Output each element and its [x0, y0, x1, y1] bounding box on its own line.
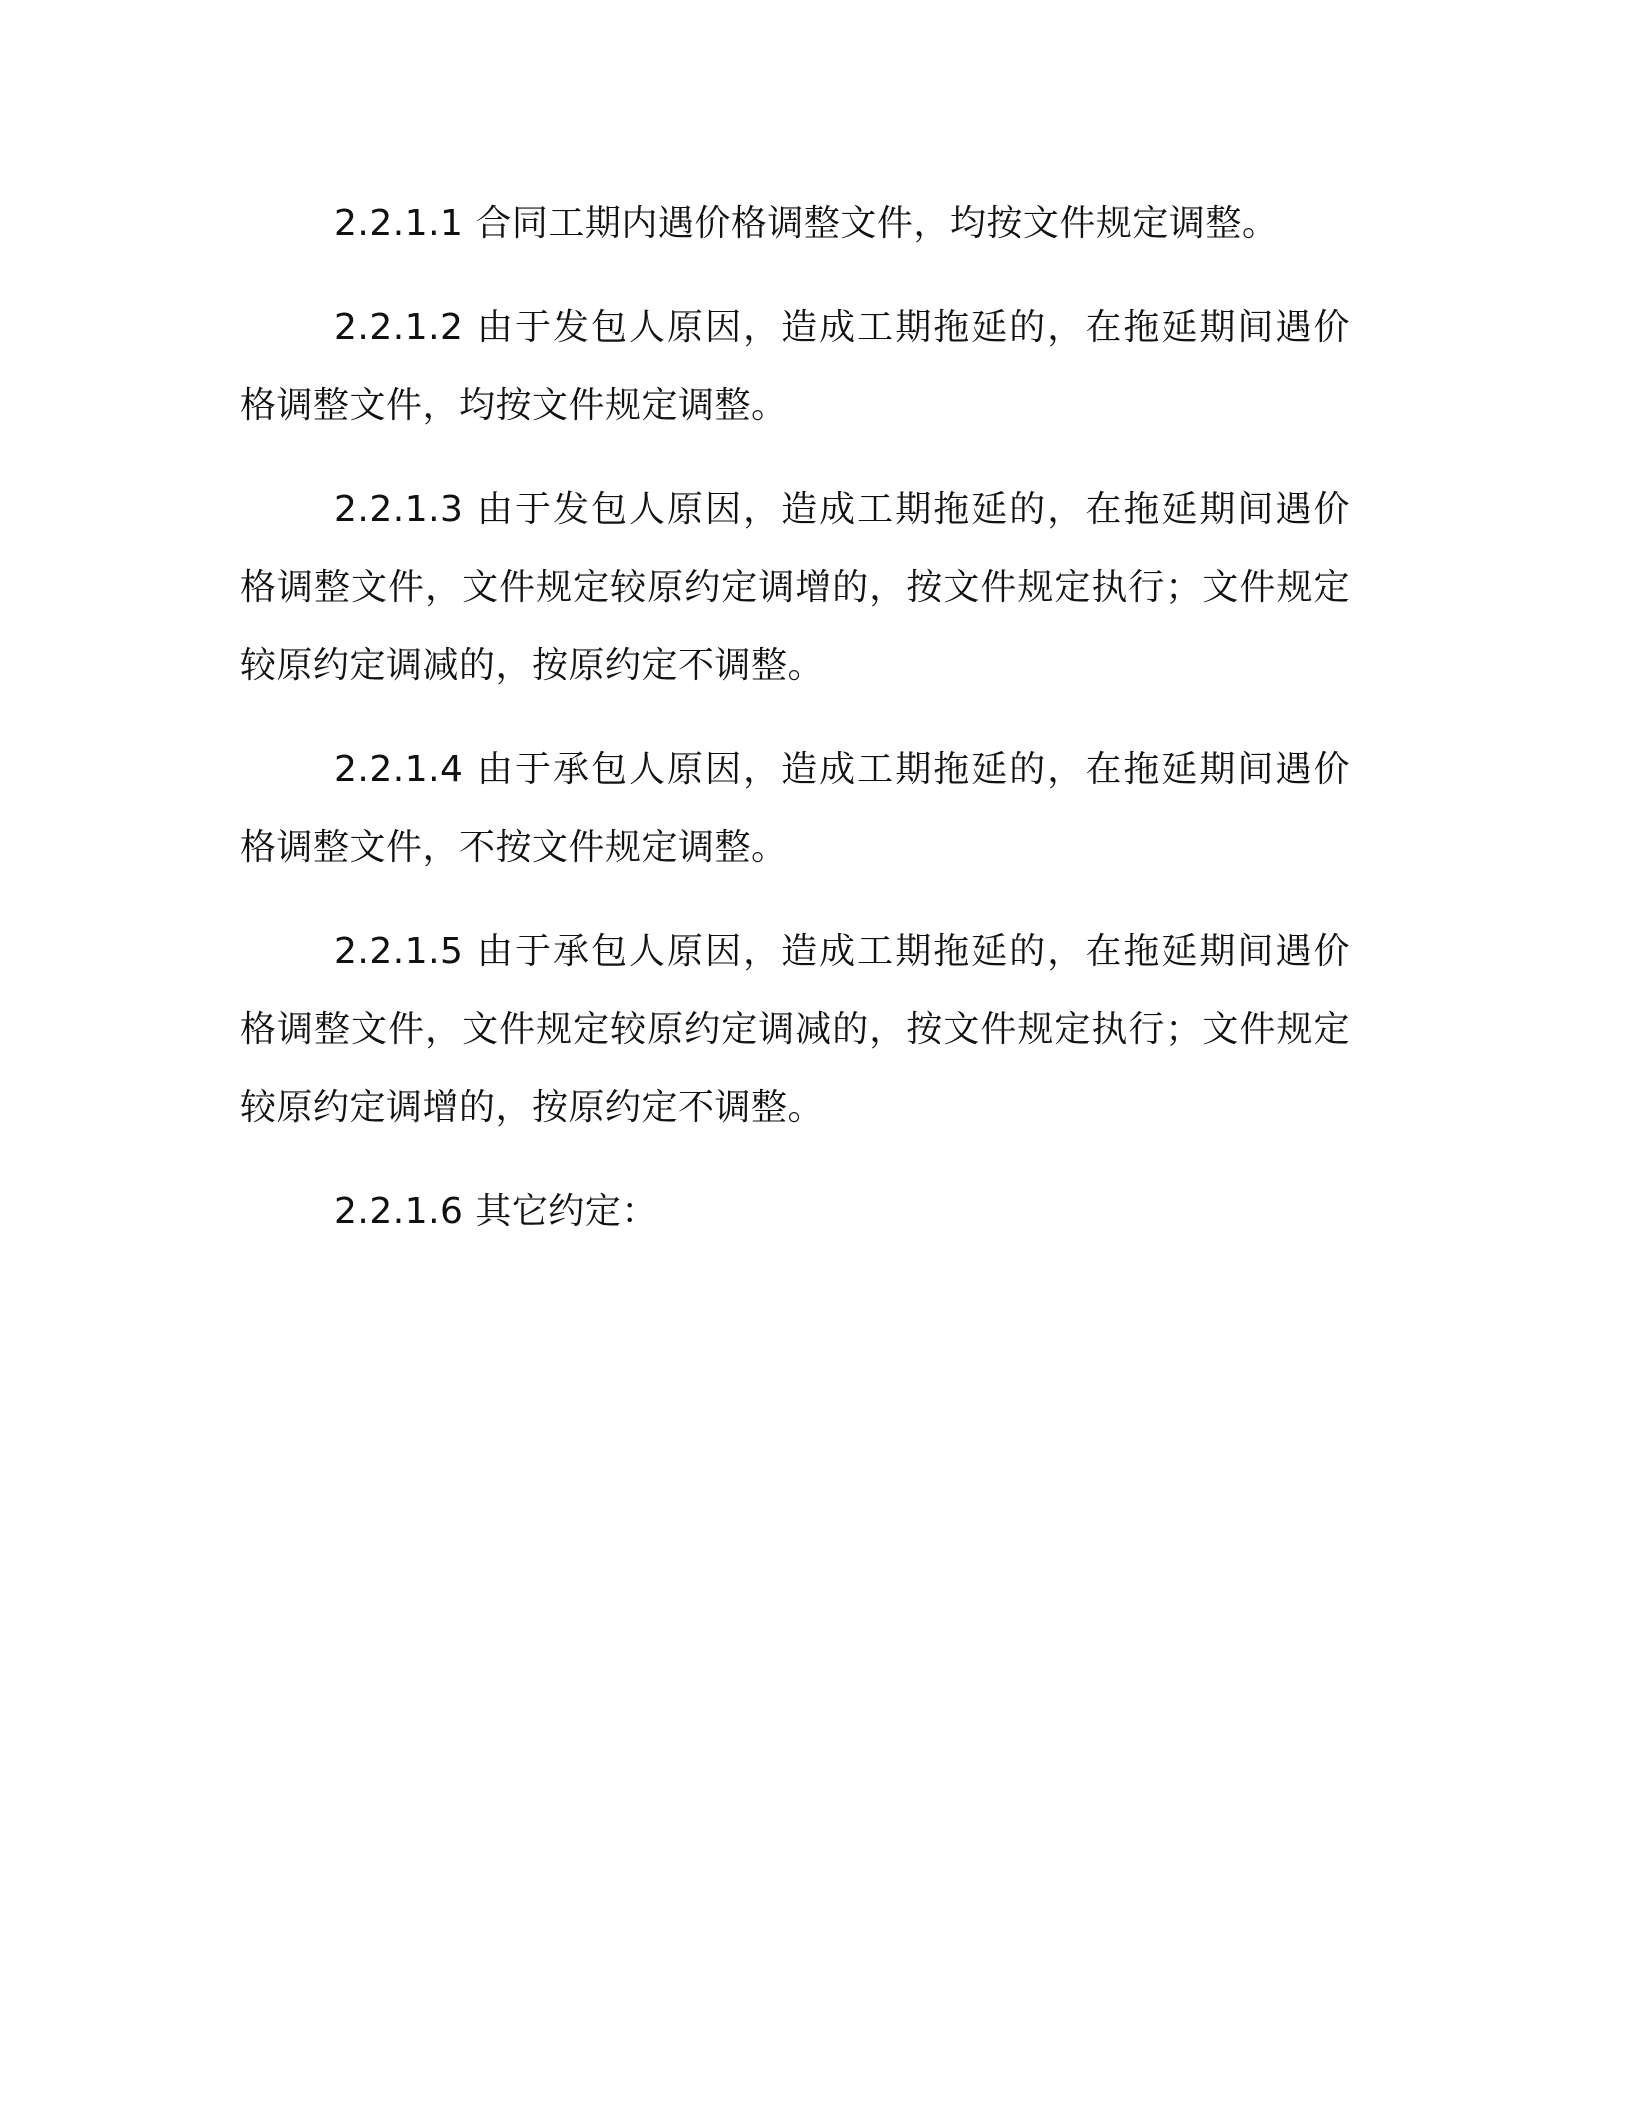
- clause-2-2-1-6: 2.2.1.6 其它约定：: [334, 1191, 658, 1232]
- document-body: [240, 185, 1350, 1277]
- clause-2-2-1-1: 2.2.1.1 合同工期内遇价格调整文件，均按文件规定调整。: [334, 203, 1279, 244]
- clause-2-2-1-5: 2.2.1.5 由于承包人原因，造成工期拖延的，在拖延期间遇价格调整文件，文件规定较原约定调减的，按文件规定执行；文件规定较原约定调增的，按原约定不调整。: [240, 931, 1350, 1128]
- clause-2-2-1-2: 2.2.1.2 由于发包人原因，造成工期拖延的，在拖延期间遇价格调整文件，均按文件规定调整。: [240, 307, 1350, 426]
- clause-2-2-1-3: 2.2.1.3 由于发包人原因，造成工期拖延的，在拖延期间遇价格调整文件，文件规定较原约定调增的，按文件规定执行；文件规定较原约定调减的，按原约定不调整。: [240, 489, 1350, 686]
- clause-2-2-1-4: 2.2.1.4 由于承包人原因，造成工期拖延的，在拖延期间遇价格调整文件，不按文件规定调整。: [240, 749, 1350, 868]
